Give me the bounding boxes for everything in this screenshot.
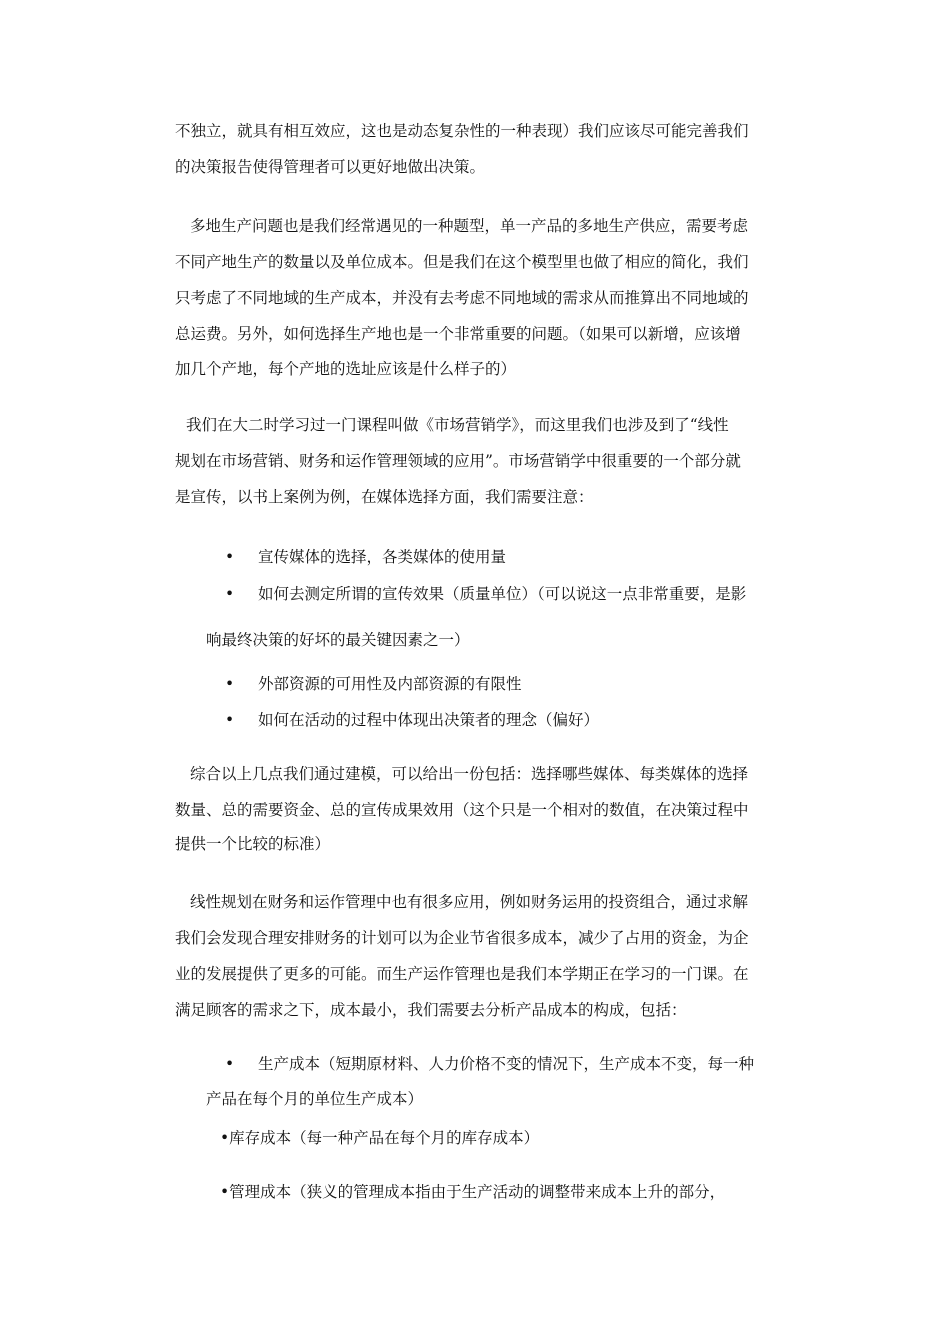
text-line: 满足顾客的需求之下，成本最小，我们需要去分析产品成本的构成，包括：: [175, 1001, 687, 1019]
text-line: 我们会发现合理安排财务的计划可以为企业节省很多成本，减少了占用的资金，为企: [175, 929, 749, 947]
bullet-icon: •: [225, 711, 235, 729]
text-line: 数量、总的需要资金、总的宣传成果效用（这个只是一个相对的数值，在决策过程中: [175, 801, 749, 819]
text-line: 加几个产地，每个产地的选址应该是什么样子的）: [175, 360, 517, 378]
text-line: 不同产地生产的数量以及单位成本。但是我们在这个模型里也做了相应的简化，我们: [175, 253, 749, 271]
text-line: 的决策报告使得管理者可以更好地做出决策。: [175, 158, 486, 176]
text-line: 不独立，就具有相互效应，这也是动态复杂性的一种表现）我们应该尽可能完善我们: [175, 122, 749, 140]
list-item: 如何去测定所谓的宣传效果（质量单位）（可以说这一点非常重要，是影: [258, 585, 747, 603]
bullet-icon: •: [225, 585, 235, 603]
list-item: 外部资源的可用性及内部资源的有限性: [258, 675, 522, 693]
text-line: 提供一个比较的标准）: [175, 835, 331, 853]
text-line: 我们在大二时学习过一门课程叫做《市场营销学》，而这里我们也涉及到了“线性: [186, 416, 729, 434]
bullet-icon: •: [225, 1055, 235, 1073]
list-item: 生产成本（短期原材料、人力价格不变的情况下，生产成本不变，每一种: [258, 1055, 755, 1073]
text-line: 总运费。另外，如何选择生产地也是一个非常重要的问题。（如果可以新增，应该增: [175, 325, 741, 343]
text-line: 综合以上几点我们通过建模，可以给出一份包括：选择哪些媒体、每类媒体的选择: [190, 765, 749, 783]
text-line: 是宣传，以书上案例为例，在媒体选择方面，我们需要注意：: [175, 488, 594, 506]
bullet-icon: •: [225, 675, 235, 693]
list-item: 如何在活动的过程中体现出决策者的理念（偏好）: [258, 711, 600, 729]
text-line: 业的发展提供了更多的可能。而生产运作管理也是我们本学期正在学习的一门课。在: [175, 965, 749, 983]
text-line: 只考虑了不同地域的生产成本，并没有去考虑不同地域的需求从而推算出不同地域的: [175, 289, 749, 307]
list-item-continuation: 响最终决策的好坏的最关键因素之一）: [206, 631, 470, 649]
list-item-continuation: 产品在每个月的单位生产成本）: [206, 1090, 424, 1108]
list-item: •管理成本（狭义的管理成本指由于生产活动的调整带来成本上升的部分，: [220, 1183, 726, 1201]
list-item: 宣传媒体的选择，各类媒体的使用量: [258, 548, 507, 566]
text-line: 规划在市场营销、财务和运作管理领域的应用”。市场营销学中很重要的一个部分就: [175, 452, 741, 470]
bullet-icon: •: [225, 548, 235, 566]
list-item: •库存成本（每一种产品在每个月的库存成本）: [220, 1129, 540, 1147]
text-line: 多地生产问题也是我们经常遇见的一种题型，单一产品的多地生产供应，需要考虑: [190, 217, 749, 235]
text-line: 线性规划在财务和运作管理中也有很多应用，例如财务运用的投资组合，通过求解: [190, 893, 749, 911]
